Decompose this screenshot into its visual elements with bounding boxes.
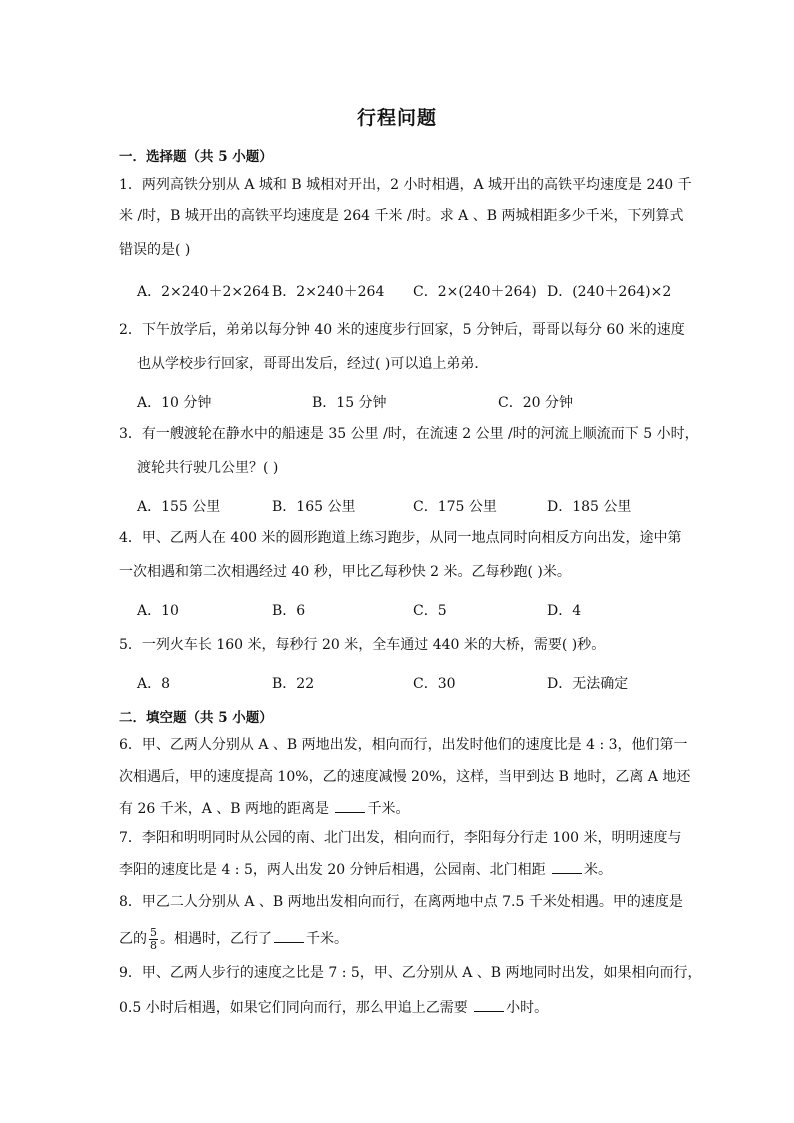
question-4-option-b: B．6 <box>272 603 306 619</box>
section-heading-choice: 一．选择题（共 5 小题） <box>119 149 273 165</box>
question-3-line-1: 3．有一艘渡轮在静水中的船速是 35 公里 /时，在流速 2 公里 /时的河流上顺流而下 5 小时， <box>119 426 699 442</box>
question-1-option-a: A．2×240＋2×264 <box>137 284 270 300</box>
answer-blank[interactable] <box>552 859 582 874</box>
question-8-line-2-text: 乙的 <box>119 931 147 947</box>
question-6-line-3-unit: 千米。 <box>367 801 410 817</box>
question-1-line-3: 错误的是( ) <box>119 242 191 258</box>
question-7-line-1: 7．李阳和明明同时从公园的南、北门出发，相向而行，李阳每分行走 100 米，明明速度与 <box>119 830 682 846</box>
question-1-line-1: 1．两列高铁分别从 A 城和 B 城相对开出，2 小时相遇，A 城开出的高铁平均速度是 240 千 <box>119 177 692 193</box>
page-title: 行程问题 <box>356 107 437 129</box>
question-4-line-2: 一次相遇和第二次相遇经过 40 秒，甲比乙每秒快 2 米。乙每秒跑( )米。 <box>119 564 571 580</box>
question-3-option-d: D．185 公里 <box>547 499 632 515</box>
question-5-option-b: B．22 <box>272 676 315 692</box>
question-4-option-a: A．10 <box>137 603 179 619</box>
question-4-line-1: 4．甲、乙两人在 400 米的圆形跑道上练习跑步，从同一地点同时向相反方向出发，途中第 <box>119 530 682 546</box>
question-5-option-d: D．无法确定 <box>547 676 629 692</box>
question-2-option-a: A．10 分钟 <box>137 395 212 411</box>
question-6-line-3-text: 有 26 千米，A 、B 两地的距离是 <box>119 801 334 817</box>
question-6-line-2: 次相遇后，甲的速度提高 10%，乙的速度减慢 20%，这样，当甲到达 B 地时，乙离 A 地还 <box>119 769 691 785</box>
question-2-line-1: 2．下午放学后，弟弟以每分钟 40 米的速度步行回家，5 分钟后，哥哥以每分 60 米的速度 <box>119 322 685 338</box>
question-4-option-d: D．4 <box>547 603 582 619</box>
question-3-option-a: A．155 公里 <box>137 499 221 515</box>
section-heading-fill: 二．填空题（共 5 小题） <box>119 710 273 726</box>
question-1-line-2: 米 /时，B 城开出的高铁平均速度是 264 千米 /时。求 A 、B 两城相距多少千米，下列算式 <box>119 208 684 224</box>
question-2-option-b: B．15 分钟 <box>312 395 387 411</box>
question-9-line-2 <box>119 997 679 1018</box>
question-9-line-2-text: 0.5 小时后相遇，如果它们同向而行，那么甲追上乙需要 <box>119 1000 473 1016</box>
question-5-line-1: 5．一列火车长 160 米，每秒行 20 米，全车通过 440 米的大桥，需要( )秒。 <box>119 637 606 653</box>
question-1-option-d: D．(240＋264)×2 <box>547 284 672 300</box>
question-9-line-2-unit: 小时。 <box>506 1000 549 1016</box>
question-2-option-c: C．20 分钟 <box>498 395 573 411</box>
question-2-line-2: 也从学校步行回家，哥哥出发后，经过( )可以追上弟弟． <box>137 356 489 372</box>
question-9-line-1: 9．甲、乙两人步行的速度之比是 7 : 5，甲、乙分别从 A 、B 两地同时出发，如果相向而行， <box>119 965 702 981</box>
question-6-line-1: 6．甲、乙两人分别从 A 、B 两地出发，相向而行，出发时他们的速度比是 4 : 3，他们第一 <box>119 737 688 753</box>
answer-blank[interactable] <box>274 928 304 943</box>
question-7-line-2-unit: 米。 <box>584 862 613 878</box>
question-8-line-2-text-b: 。相遇时，乙行了 <box>160 931 272 947</box>
question-3-option-b: B．165 公里 <box>272 499 356 515</box>
question-3-option-c: C．175 公里 <box>413 499 497 515</box>
question-8-line-2 <box>119 925 679 953</box>
question-8-line-2-unit: 千米。 <box>306 931 348 947</box>
question-1-option-b: B．2×240＋264 <box>272 284 385 300</box>
question-4-option-c: C．5 <box>413 603 447 619</box>
question-7-line-2 <box>119 859 679 880</box>
question-5-option-a: A．8 <box>137 676 171 692</box>
fraction-denominator: 8 <box>150 938 157 952</box>
question-5-option-c: C．30 <box>413 676 456 692</box>
question-6-line-3 <box>119 798 679 819</box>
answer-blank[interactable] <box>335 798 365 813</box>
question-3-line-2: 渡轮共行驶几公里？( ) <box>137 460 279 476</box>
answer-blank[interactable] <box>474 997 504 1012</box>
question-8-line-1: 8．甲乙二人分别从 A 、B 两地出发相向而行，在离两地中点 7.5 千米处相遇。甲的速度是 <box>119 894 683 910</box>
fraction <box>149 927 158 952</box>
fraction-numerator: 5 <box>150 925 157 939</box>
question-1-option-c: C．2×(240＋264) <box>413 284 537 300</box>
question-7-line-2-text: 李阳的速度比是 4 : 5，两人出发 20 分钟后相遇，公园南、北门相距 <box>119 862 551 878</box>
